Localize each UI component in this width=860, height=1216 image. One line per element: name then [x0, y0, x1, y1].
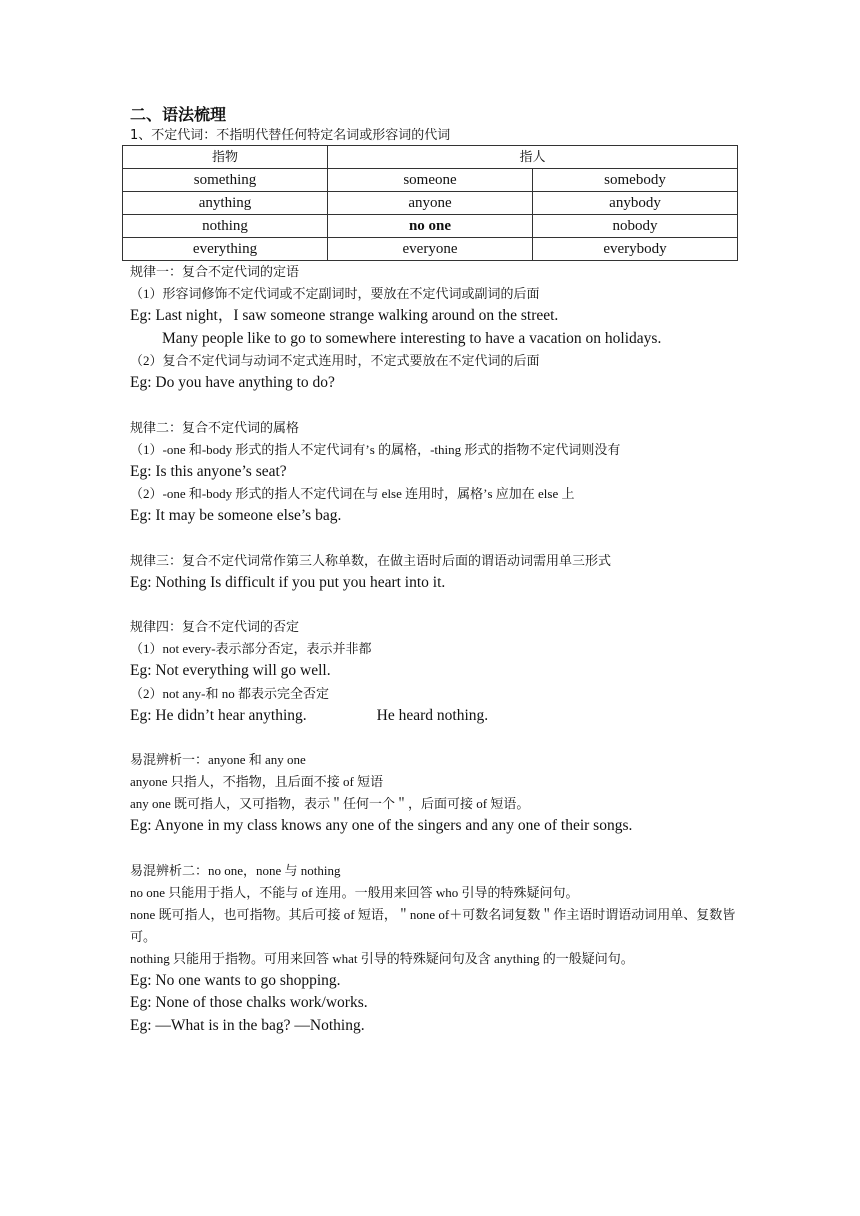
confuse2-line1: no one 只能用于指人，不能与 of 连用。一般用来回答 who 引导的特殊疑问句。	[130, 884, 579, 900]
pronoun-table	[122, 145, 738, 261]
table-cell: something	[123, 169, 328, 192]
confuse2-title: 易混辨析二：no one，none 与 nothing	[130, 862, 341, 878]
rule4-example2b: He heard nothing.	[376, 706, 489, 724]
confuse2-example3: Eg: —What is in the bag? —Nothing.	[130, 1016, 365, 1034]
rule2-point1: （1）-one 和-body 形式的指人不定代词有’s 的属格，-thing 形式的指物不定代词则没有	[130, 441, 621, 457]
rule1-point2: （2）复合不定代词与动词不定式连用时，不定式要放在不定代词的后面	[130, 353, 540, 368]
rule2-example2: Eg: It may be someone else’s bag.	[130, 507, 342, 524]
table-cell: someone	[328, 169, 533, 192]
rule4-example2a: Eg: He didn’t hear anything.	[130, 706, 307, 724]
table-header-cell: 指物	[123, 146, 328, 169]
table-row	[123, 192, 738, 215]
confuse2-example2: Eg: None of those chalks work/works.	[130, 994, 368, 1011]
table-cell: no one	[328, 215, 533, 238]
rule4-point1: （1）not every-表示部分否定，表示并非都	[130, 641, 372, 656]
table-header-cell: 指人	[328, 146, 738, 169]
confuse1-example: Eg: Anyone in my class knows any one of the singers and any one of their songs.	[130, 817, 633, 834]
table-cell: everyone	[328, 238, 533, 261]
table-header-row	[123, 146, 738, 169]
table-row	[123, 238, 738, 261]
document-page	[130, 104, 740, 1037]
rule1-example2: Eg: Do you have anything to do?	[130, 374, 335, 391]
rule2-title: 规律二：复合不定代词的属格	[130, 419, 300, 435]
confuse1-line2: any one 既可指人，又可指物，表示＂任何一个＂，后面可接 of 短语。	[130, 796, 530, 811]
confuse2-line3: nothing 只能用于指物。可用来回答 what 引导的特殊疑问句及含 anything 的一般疑问句。	[130, 950, 634, 966]
section-title: 二、语法梳理	[130, 105, 227, 124]
table-cell: anyone	[328, 192, 533, 215]
table-cell: everybody	[533, 238, 738, 261]
rule2-example1: Eg: Is this anyone’s seat?	[130, 462, 287, 480]
table-row	[123, 215, 738, 238]
rule4-example1: Eg: Not everything will go well.	[130, 662, 331, 679]
table-cell: anything	[123, 192, 328, 215]
table-cell: nothing	[123, 215, 328, 238]
table-cell: nobody	[533, 215, 738, 238]
table-cell: somebody	[533, 169, 738, 192]
confuse2-line2: none 既可指人，也可指物。其后可接 of 短语，＂none of＋可数名词复数＂作主语时谓语动词用单、复数皆可。	[130, 906, 736, 944]
rule4-example2-line	[130, 705, 740, 728]
confuse1-title: 易混辨析一：anyone 和 any one	[130, 752, 306, 767]
confuse2-example1: Eg: No one wants to go shopping.	[130, 971, 341, 989]
rule4-point2: （2）not any-和 no 都表示完全否定	[130, 685, 329, 701]
table-cell: everything	[123, 238, 328, 261]
table-row	[123, 169, 738, 192]
rule4-title: 规律四：复合不定代词的否定	[130, 619, 300, 634]
rule1-point1: （1）形容词修饰不定代词或不定副词时，要放在不定代词或副词的后面	[130, 286, 540, 301]
rule2-point2: （2）-one 和-body 形式的指人不定代词在与 else 连用时，属格’s 应加在 else 上	[130, 486, 575, 501]
rule1-example1: Eg: Last night，I saw someone strange walking around on the street.	[130, 307, 559, 324]
rule3-title: 规律三：复合不定代词常作第三人称单数，在做主语时后面的谓语动词需用单三形式	[130, 552, 612, 568]
confuse1-line1: anyone 只指人，不指物，且后面不接 of 短语	[130, 774, 384, 789]
table-cell: anybody	[533, 192, 738, 215]
subtitle: 1、不定代词：不指明代替任何特定名词或形容词的代词	[130, 128, 451, 143]
rule1-title: 规律一：复合不定代词的定语	[130, 264, 300, 279]
rule1-example1b: Many people like to go to somewhere interesting to have a vacation on holidays.	[162, 329, 662, 347]
rule3-example1: Eg: Nothing Is difficult if you put you heart into it.	[130, 573, 446, 591]
